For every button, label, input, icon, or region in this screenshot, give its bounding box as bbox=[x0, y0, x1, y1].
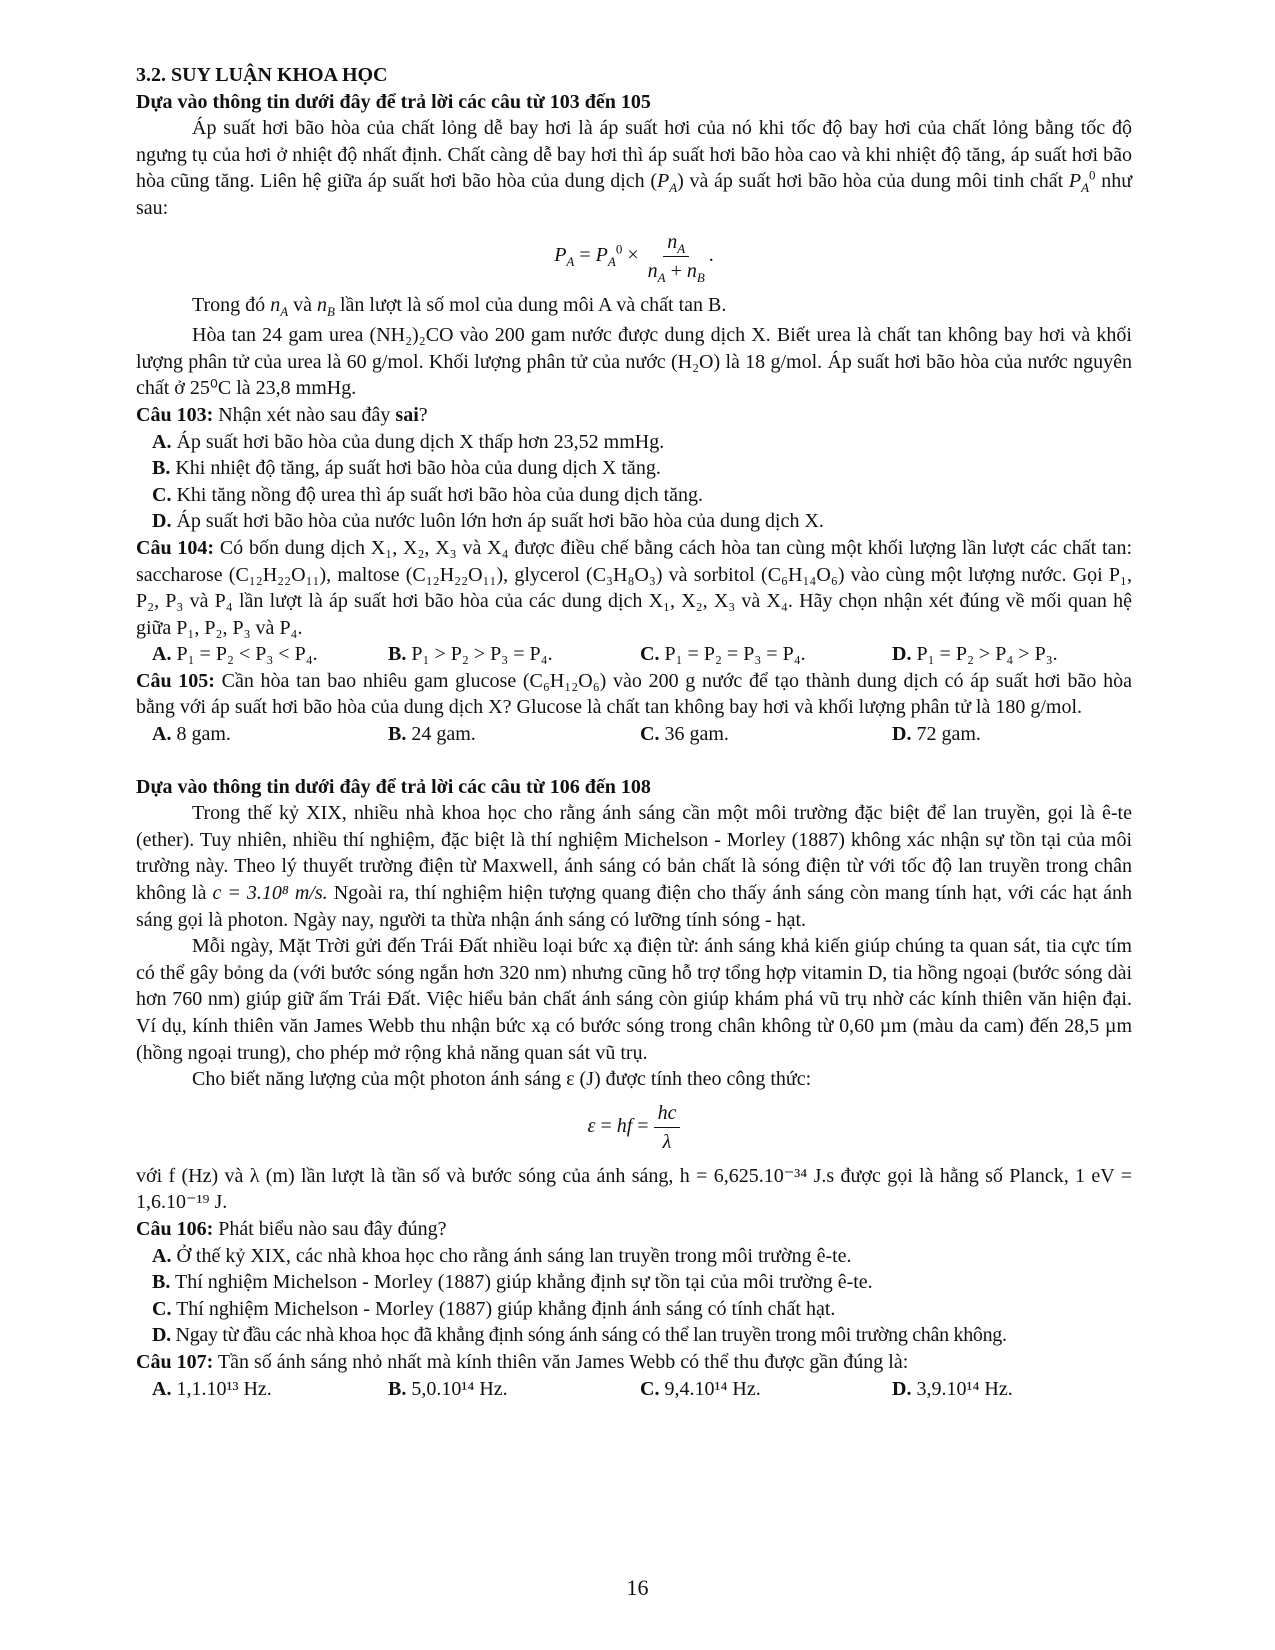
q107-options bbox=[136, 1376, 1132, 1403]
document-page bbox=[136, 62, 1132, 1402]
q105-option-a[interactable]: A. 8 gam. bbox=[152, 723, 231, 746]
q107-option-d[interactable]: D. 3,9.10¹⁴ Hz. bbox=[892, 1377, 1013, 1400]
section-title: 3.2. SUY LUẬN KHOA HỌC bbox=[136, 64, 388, 86]
q103-option-d[interactable]: D. Áp suất hơi bão hòa của nước luôn lớn hơn áp suất hơi bão hòa của dung dịch X. bbox=[152, 510, 824, 533]
question-103: Câu 103: Nhận xét nào sau đây sai? bbox=[136, 403, 428, 426]
raoult-formula: $P_A = P_A^0$ × $\frac{n_A}{n_A + n_B}$ . bbox=[136, 228, 1132, 288]
question-107: Câu 107: Tần số ánh sáng nhỏ nhất mà kính thiên văn James Webb có thể thu được gần đúng là: bbox=[136, 1350, 909, 1373]
group2-paragraph-3: Cho biết năng lượng của một photon ánh sáng ε (J) được tính theo công thức: bbox=[192, 1068, 812, 1091]
question-106: Câu 106: Phát biểu nào sau đây đúng? bbox=[136, 1217, 447, 1240]
group1-heading: Dựa vào thông tin dưới đây để trả lời các câu từ 103 đến 105 bbox=[136, 90, 651, 113]
group2-paragraph-2: Mỗi ngày, Mặt Trời gửi đến Trái Đất nhiều loại bức xạ điện từ: ánh sáng khả kiến giúp chúng ta quan sát, tia cực tím có thể gây bỏng da (với bước sóng ngắn hơn 320 nm) nhưng cũng hỗ trợ tổng hợp vitamin D, tia hồng ngoại (bước sóng dài hơn 760 nm) giúp giữ ấm Trái Đất. Việc hiểu bản chất ánh sáng còn giúp khám phá vũ trụ nhờ các kính thiên văn hiện đại. Ví dụ, kính thiên văn James Webb thu nhận bức xạ có bước sóng trong chân không từ 0,60 µm (màu da cam) đến 28,5 µm (hồng ngoại trung), cho phép mở rộng khả năng quan sát vũ trụ. bbox=[136, 935, 1132, 1064]
q105-option-d[interactable]: D. 72 gam. bbox=[892, 723, 981, 746]
q104-option-b[interactable]: B. P₁ > P₂ > P₃ = P₄. bbox=[388, 643, 553, 666]
q104-option-c[interactable]: C. P₁ = P₂ = P₃ = P₄. bbox=[640, 643, 806, 666]
q106-option-b[interactable]: B. Thí nghiệm Michelson - Morley (1887) giúp khẳng định sự tồn tại của môi trường ê-te. bbox=[152, 1271, 873, 1294]
page-number: 16 bbox=[626, 1575, 649, 1600]
q103-option-a[interactable]: A. Áp suất hơi bão hòa của dung dịch X thấp hơn 23,52 mmHg. bbox=[152, 430, 665, 453]
q107-option-a[interactable]: A. 1,1.10¹³ Hz. bbox=[152, 1377, 272, 1400]
group2-paragraph-1: Trong thế kỷ XIX, nhiều nhà khoa học cho rằng ánh sáng cần một môi trường đặc biệt để lan truyền, gọi là ê-te (ether). Tuy nhiên, nhiều thí nghiệm, đặc biệt là thí nghiệm Michelson - Morley (1887) không xác nhận sự tồn tại của môi trường này. Theo lý thuyết trường điện từ Maxwell, ánh sáng có bản chất là sóng điện từ với tốc độ lan truyền trong chân không là c = 3.10⁸ m/s. Ngoài ra, thí nghiệm hiện tượng quang điện cho thấy ánh sáng còn mang tính hạt, với các hạt ánh sáng gọi là photon. Ngày nay, người ta thừa nhận ánh sáng có lưỡng tính sóng - hạt. bbox=[136, 802, 1133, 931]
q107-option-b[interactable]: B. 5,0.10¹⁴ Hz. bbox=[388, 1377, 508, 1400]
q103-option-b[interactable]: B. Khi nhiệt độ tăng, áp suất hơi bão hòa của dung dịch X tăng. bbox=[152, 457, 661, 480]
q104-option-d[interactable]: D. P₁ = P₂ > P₄ > P₃. bbox=[892, 643, 1058, 666]
q106-option-a[interactable]: A. Ở thế kỷ XIX, các nhà khoa học cho rằng ánh sáng lan truyền trong môi trường ê-te. bbox=[152, 1244, 852, 1267]
question-105: Câu 105: Cần hòa tan bao nhiêu gam glucose (C₆H₁₂O₆) vào 200 g nước để tạo thành dung dịch có áp suất hơi bão hòa bằng với áp suất hơi bão hòa của dung dịch X? Glucose là chất tan không bay hơi và khối lượng phân tử là 180 g/mol. bbox=[136, 669, 1133, 719]
question-104: Câu 104: Có bốn dung dịch X₁, X₂, X₃ và X₄ được điều chế bằng cách hòa tan cùng một khối lượng lần lượt các chất tan: saccharose (C₁₂H₂₂O₁₁), maltose (C₁₂H₂₂O₁₁), glycerol (C₃H₈O₃) và sorbitol (C₆H₁₄O₆) vào cùng một lượng nước. Gọi P₁, P₂, P₃ và P₄ lần lượt là áp suất hơi bão hòa của các dung dịch X₁, X₂, X₃ và X₄. Hãy chọn nhận xét đúng về mối quan hệ giữa P₁, P₂, P₃ và P₄. bbox=[136, 536, 1133, 639]
q107-option-c[interactable]: C. 9,4.10¹⁴ Hz. bbox=[640, 1377, 761, 1400]
q106-option-d[interactable]: D. Ngay từ đầu các nhà khoa học đã khẳng định sóng ánh sáng có thể lan truyền trong môi trường chân không. bbox=[152, 1324, 1007, 1347]
pa0-symbol: $P_A^0$ bbox=[1068, 167, 1096, 196]
q105-options bbox=[136, 721, 1132, 748]
q104-option-a[interactable]: A. P₁ = P₂ < P₃ < P₄. bbox=[152, 643, 318, 666]
group1-paragraph-1: Áp suất hơi bão hòa của chất lỏng dễ bay hơi là áp suất hơi của nó khi tốc độ bay hơi của chất lỏng bằng tốc độ ngưng tụ của hơi ở nhiệt độ nhất định. Chất càng dễ bay hơi thì áp suất hơi bão hòa cao và khi nhiệt độ tăng, áp suất hơi bão hòa cũng tăng. Liên hệ giữa áp suất hơi bão hòa của dung dịch $(P_A)$ và áp suất hơi bão hòa của dung môi tinh chất $P_A^0$ như sau: bbox=[136, 117, 1133, 219]
group1-paragraph-3: Hòa tan 24 gam urea (NH₂)₂CO vào 200 gam nước được dung dịch X. Biết urea là chất tan không bay hơi và khối lượng phân tử của urea là 60 g/mol. Khối lượng phân tử của nước (H₂O) là 18 g/mol. Áp suất hơi bão hòa của nước nguyên chất ở 25⁰C là 23,8 mmHg. bbox=[136, 324, 1132, 400]
photon-energy-formula: ε = hf = $\frac{hc}{\lambda}$ bbox=[136, 1099, 1132, 1159]
photon-energy-fraction: $\frac{hc}{\lambda}$ bbox=[654, 1099, 681, 1156]
group2-paragraph-4: với f (Hz) và λ (m) lần lượt là tần số và bước sóng của ánh sáng, h = 6,625.10⁻³⁴ J.s được gọi là hằng số Planck, 1 eV = 1,6.10⁻¹⁹ J. bbox=[136, 1164, 1132, 1214]
pa-symbol: $(P_A)$ bbox=[650, 170, 684, 196]
group1-paragraph-2: Trong đó $n_A$ và $n_B$ lần lượt là số mol của dung môi A và chất tan B. bbox=[192, 293, 727, 319]
q103-option-c[interactable]: C. Khi tăng nồng độ urea thì áp suất hơi bão hòa của dung dịch tăng. bbox=[152, 483, 704, 506]
q106-option-c[interactable]: C. Thí nghiệm Michelson - Morley (1887) giúp khẳng định ánh sáng có tính chất hạt. bbox=[152, 1297, 836, 1320]
raoult-fraction: $\frac{n_A}{n_A + n_B}$ bbox=[644, 228, 709, 285]
q104-options bbox=[136, 641, 1132, 668]
q105-option-c[interactable]: C. 36 gam. bbox=[640, 723, 729, 746]
q105-option-b[interactable]: B. 24 gam. bbox=[388, 723, 476, 746]
group2-heading: Dựa vào thông tin dưới đây để trả lời các câu từ 106 đến 108 bbox=[136, 775, 651, 798]
